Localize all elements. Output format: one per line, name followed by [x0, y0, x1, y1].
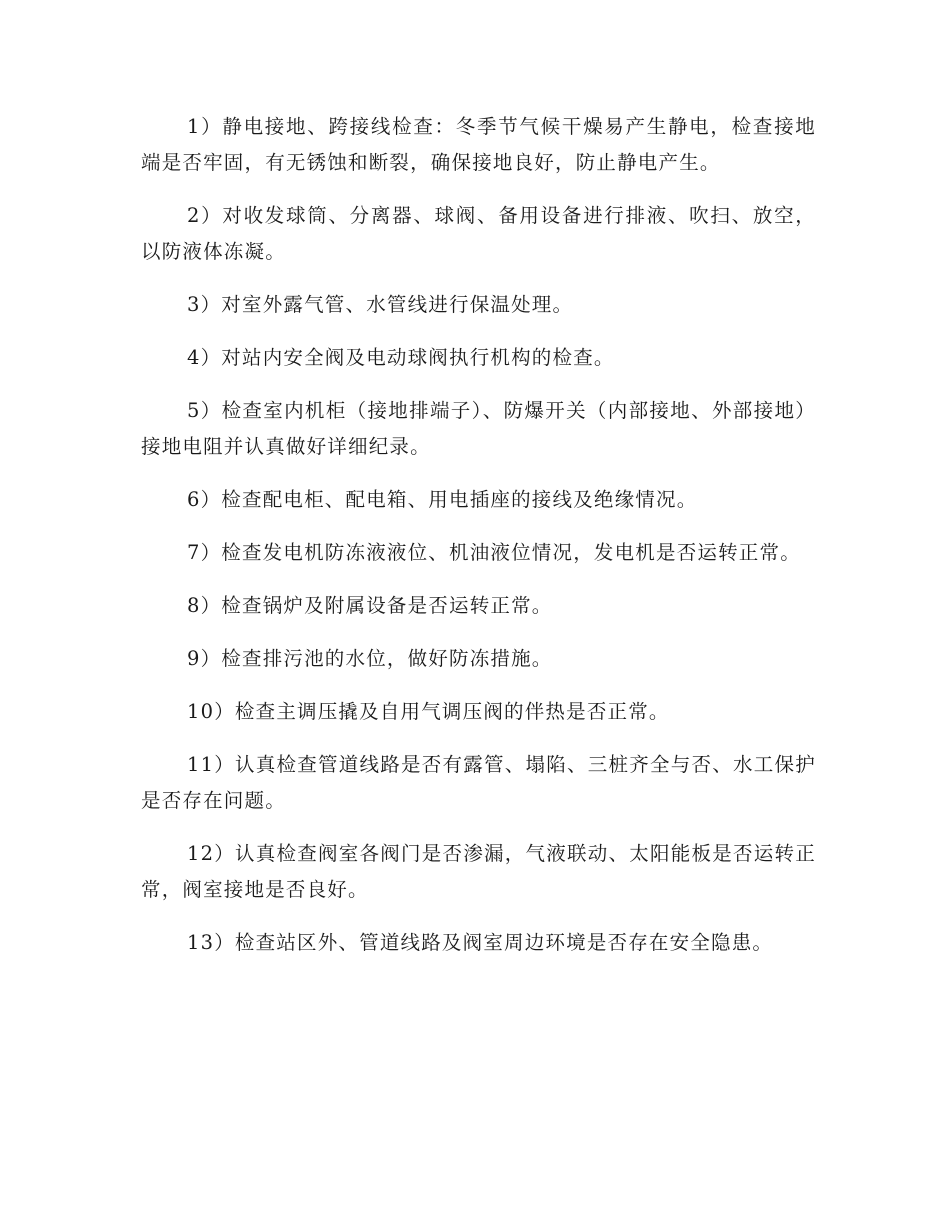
- paragraph-item-5: 5）检查室内机柜（接地排端子）、防爆开关（内部接地、外部接地）接地电阻并认真做好详细纪录。: [141, 399, 816, 458]
- paragraph-item-8: 8）检查锅炉及附属设备是否运转正常。: [187, 594, 553, 617]
- paragraph-item-4: 4）对站内安全阀及电动球阀执行机构的检查。: [187, 346, 615, 369]
- paragraph-item-2: 2）对收发球筒、分离器、球阀、备用设备进行排液、吹扫、放空，以防液体冻凝。: [141, 204, 816, 263]
- paragraph-item-11: 11）认真检查管道线路是否有露管、塌陷、三桩齐全与否、水工保护是否存在问题。: [141, 753, 816, 812]
- paragraph-item-3: 3）对室外露气管、水管线进行保温处理。: [187, 293, 574, 316]
- paragraph-item-6: 6）检查配电柜、配电箱、用电插座的接线及绝缘情况。: [187, 488, 698, 511]
- paragraph-item-10: 10）检查主调压撬及自用气调压阀的伴热是否正常。: [187, 700, 670, 723]
- paragraph-item-9: 9）检查排污池的水位，做好防冻措施。: [187, 647, 553, 670]
- document-body: [141, 109, 816, 978]
- paragraph-item-12: 12）认真检查阀室各阀门是否渗漏，气液联动、太阳能板是否运转正常，阀室接地是否良好。: [141, 842, 816, 901]
- paragraph-item-1: 1）静电接地、跨接线检查：冬季节气候干燥易产生静电，检查接地端是否牢固，有无锈蚀和断裂，确保接地良好，防止静电产生。: [141, 115, 816, 174]
- paragraph-item-13: 13）检查站区外、管道线路及阀室周边环境是否存在安全隐患。: [187, 931, 774, 954]
- paragraph-item-7: 7）检查发电机防冻液液位、机油液位情况，发电机是否运转正常。: [187, 541, 801, 564]
